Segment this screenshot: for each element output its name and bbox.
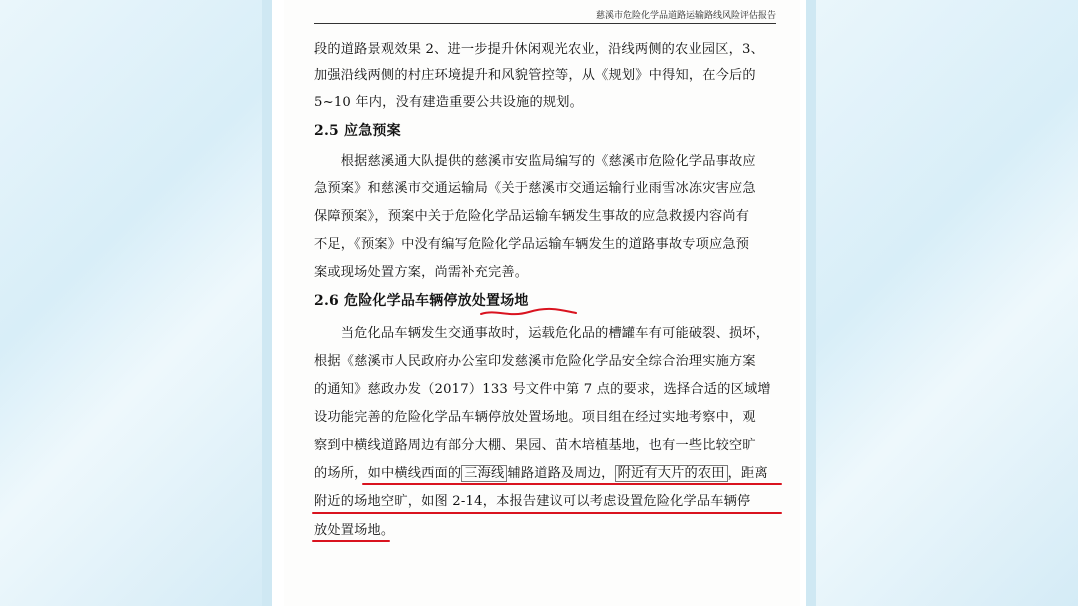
section-2-5-line-1: 根据慈溪通大队提供的慈溪市安监局编写的《慈溪市危险化学品事故应 bbox=[314, 154, 756, 169]
boxed-text-farmland: 附近有大片的农田 bbox=[615, 465, 728, 482]
section-2-6-line-4: 设功能完善的危险化学品车辆停放处置场地。项目组在经过实地考察中，观 bbox=[314, 410, 756, 425]
line-6-suffix: ，距离 bbox=[727, 466, 768, 481]
body-line-1: 段的道路景观效果 2、进一步提升休闲观光农业，沿线两侧的农业园区，3、 bbox=[314, 42, 764, 57]
section-heading-2-5: 2.5 应急预案 bbox=[314, 123, 401, 139]
background-stripe-right bbox=[806, 0, 816, 606]
section-2-6-line-2: 根据《慈溪市人民政府办公室印发慈溪市危险化学品安全综合治理实施方案 bbox=[314, 354, 756, 369]
boxed-text-sanhai: 三海线 bbox=[461, 465, 507, 482]
line-6-prefix: 的场所， bbox=[314, 466, 368, 481]
section-2-5-line-4: 不足，《预案》中没有编写危险化学品运输车辆发生的道路事故专项应急预 bbox=[314, 237, 750, 252]
header-rule bbox=[314, 23, 776, 24]
section-2-6-line-3: 的通知》慈政办发（2017）133 号文件中第 7 点的要求，选择合适的区域增 bbox=[314, 382, 771, 397]
background-stripe-left bbox=[262, 0, 272, 606]
section-2-5-line-5: 案或现场处置方案，尚需补充完善。 bbox=[314, 265, 529, 280]
section-2-5-line-2: 急预案》和慈溪市交通运输局《关于慈溪市交通运输行业雨雪冰冻灾害应急 bbox=[314, 181, 756, 196]
pen-underline-annotation bbox=[479, 306, 579, 320]
section-heading-2-6: 2.6 危险化学品车辆停放处置场地 bbox=[314, 293, 529, 309]
section-2-6-line-8: 放处置场地。 bbox=[314, 523, 395, 538]
background-right-panel bbox=[812, 0, 1078, 606]
section-2-6-line-5: 察到中横线道路周边有部分大棚、果园、苗木培植基地，也有一些比较空旷 bbox=[314, 438, 756, 453]
section-2-6-line-6 bbox=[314, 462, 768, 481]
section-2-6-line-7: 附近的场地空旷，如图 2-14，本报告建议可以考虑设置危险化学品车辆停 bbox=[314, 494, 751, 509]
document-page bbox=[284, 0, 800, 606]
background-left-panel bbox=[0, 0, 268, 606]
body-line-3: 5~10 年内，没有建造重要公共设施的规划。 bbox=[314, 95, 583, 110]
red-underline-2 bbox=[312, 512, 782, 514]
running-header: 慈溪市危险化学品道路运输路线风险评估报告 bbox=[595, 11, 776, 21]
body-line-2: 加强沿线两侧的村庄环境提升和风貌管控等，从《规划》中得知，在今后的 bbox=[314, 68, 756, 83]
section-2-6-line-1: 当危化品车辆发生交通事故时，运载危化品的槽罐车有可能破裂、损坏， bbox=[314, 326, 770, 341]
section-2-5-line-3: 保障预案》，预案中关于危险化学品运输车辆发生事故的应急救援内容尚有 bbox=[314, 209, 750, 224]
red-underline-3 bbox=[312, 540, 390, 542]
red-underline-1 bbox=[362, 483, 782, 485]
line-6-segment-3: 辅路道路及周边， bbox=[507, 466, 615, 481]
line-6-segment-1: 如中横线西面的 bbox=[367, 466, 462, 481]
